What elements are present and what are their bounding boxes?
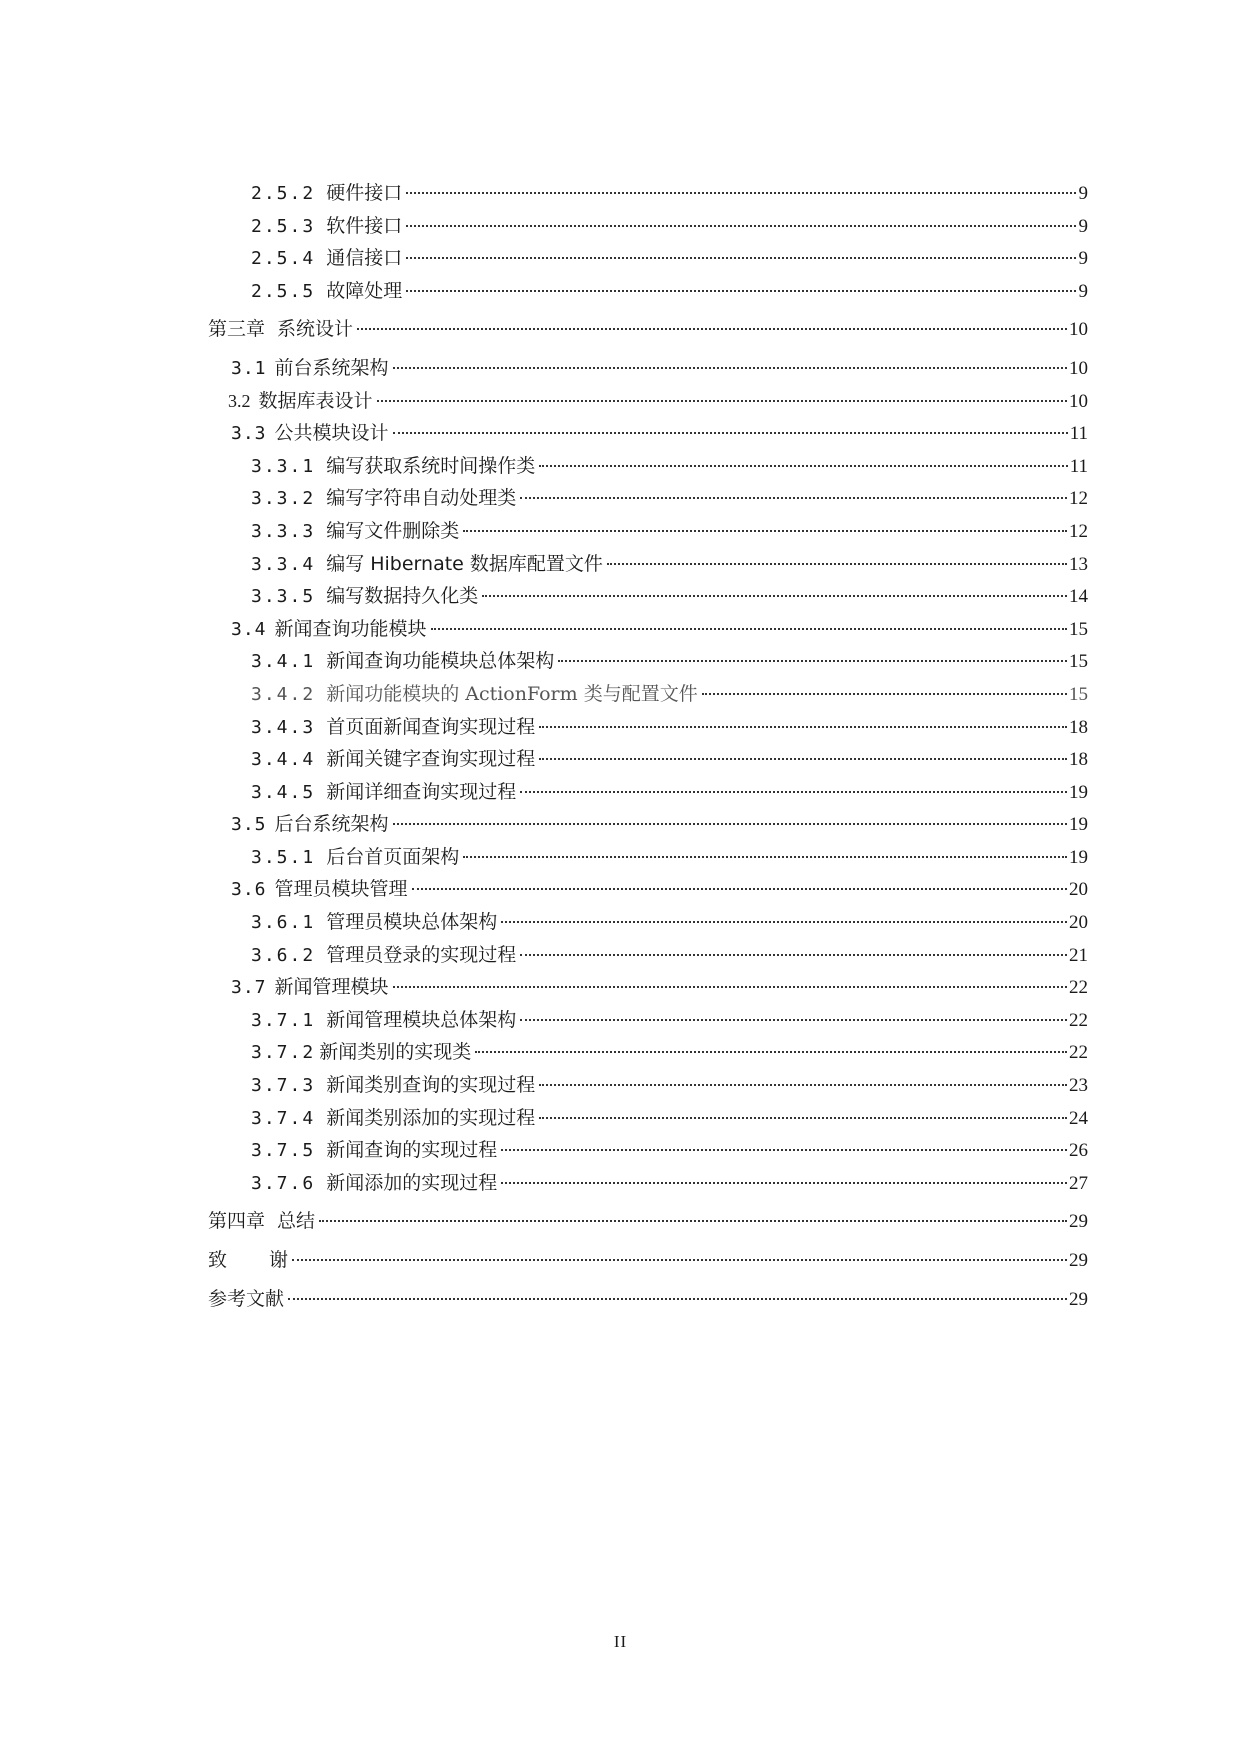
toc-entry-number: 2.5.2 xyxy=(251,183,316,204)
toc-entry[interactable] xyxy=(208,1245,1088,1278)
toc-entry-number: 3.7.6 xyxy=(251,1172,316,1194)
toc-entry-title: 前台系统架构 xyxy=(274,356,389,379)
toc-entry[interactable] xyxy=(208,940,1088,973)
toc-entry-page: 15 xyxy=(1069,618,1088,640)
toc-entry[interactable] xyxy=(208,646,1088,679)
toc-entry[interactable] xyxy=(208,1168,1088,1201)
toc-entry[interactable] xyxy=(208,614,1088,647)
dot-leader xyxy=(412,887,1067,890)
dot-leader xyxy=(520,1018,1067,1021)
toc-entry-page: 18 xyxy=(1069,716,1088,738)
toc-entry-title: 编写数据持久化类 xyxy=(326,585,479,608)
dot-leader xyxy=(539,464,1068,467)
toc-entry-number: 第三章 xyxy=(208,318,266,341)
toc-entry-title: 数据库表设计 xyxy=(258,389,373,412)
toc-entry-page: 14 xyxy=(1069,586,1088,608)
toc-entry-number: 3.4.3 xyxy=(251,716,316,738)
toc-entry[interactable] xyxy=(208,243,1088,276)
toc-entry[interactable] xyxy=(208,516,1088,549)
toc-entry-title: 编写文件删除类 xyxy=(326,519,460,542)
toc-entry[interactable] xyxy=(208,777,1088,810)
toc-entry-page: 22 xyxy=(1069,977,1088,999)
toc-entry[interactable] xyxy=(208,907,1088,940)
toc-entry[interactable] xyxy=(208,451,1088,484)
toc-entry-page: 20 xyxy=(1069,879,1088,901)
dot-leader xyxy=(406,191,1076,194)
toc-entry-number: 3.3.5 xyxy=(251,586,316,608)
toc-entry[interactable] xyxy=(208,386,1088,419)
toc-entry-number: 3.7.4 xyxy=(251,1107,316,1129)
dot-leader xyxy=(406,256,1076,259)
toc-entry-page: 24 xyxy=(1069,1107,1088,1129)
toc-entry-page: 22 xyxy=(1069,1009,1088,1031)
toc-entry[interactable] xyxy=(208,1284,1088,1317)
toc-entry-title: 编写 Hibernate 数据库配置文件 xyxy=(326,552,603,575)
toc-entry[interactable] xyxy=(208,1135,1088,1168)
toc-entry-title: 编写字符串自动处理类 xyxy=(326,487,517,510)
toc-entry[interactable] xyxy=(208,314,1088,347)
toc-entry-number: 3.2 xyxy=(228,390,251,411)
toc-entry-page: 29 xyxy=(1069,1211,1088,1233)
toc-entry[interactable] xyxy=(208,1103,1088,1136)
toc-entry[interactable] xyxy=(208,874,1088,907)
toc-entry-page: 18 xyxy=(1069,749,1088,771)
toc-entry-title: 总结 xyxy=(277,1210,316,1233)
toc-entry-number: 3.3.2 xyxy=(251,488,316,510)
dot-leader xyxy=(539,725,1067,728)
toc-entry-title: 新闻添加的实现过程 xyxy=(326,1171,498,1194)
toc-entry[interactable] xyxy=(208,1070,1088,1103)
toc-entry-number: 致 xyxy=(208,1249,228,1271)
toc-entry-number: 3.3 xyxy=(231,423,267,445)
toc-entry-page: 15 xyxy=(1069,651,1088,673)
toc-entry-page: 12 xyxy=(1069,520,1088,542)
toc-entry-title: 新闻详细查询实现过程 xyxy=(326,780,517,803)
toc-entry-number: 3.4.4 xyxy=(251,749,316,771)
dot-leader xyxy=(319,1219,1067,1222)
toc-entry[interactable] xyxy=(208,178,1088,211)
toc-entry-title: 新闻类别的实现类 xyxy=(319,1041,472,1064)
toc-entry-number: 3.7.3 xyxy=(251,1075,316,1097)
toc-entry-title: 新闻查询的实现过程 xyxy=(326,1139,498,1162)
dot-leader xyxy=(406,289,1076,292)
toc-entry-number: 3.3.3 xyxy=(251,520,316,542)
toc-entry-title: 新闻管理模块 xyxy=(274,976,389,999)
toc-entry[interactable] xyxy=(208,972,1088,1005)
toc-entry-page: 22 xyxy=(1069,1042,1088,1064)
dot-leader xyxy=(431,627,1067,630)
toc-entry-number: 2.5.5 xyxy=(251,280,316,302)
toc-entry-number: 2.5.4 xyxy=(251,248,316,270)
toc-entry-page: 21 xyxy=(1069,944,1088,966)
toc-entry-page: 29 xyxy=(1069,1288,1088,1310)
toc-entry-number: 3.5 xyxy=(231,814,267,836)
toc-entry-title: 新闻功能模块的 ActionForm 类与配置文件 xyxy=(326,682,698,705)
toc-entry-page: 9 xyxy=(1078,215,1088,237)
toc-entry-title: 谢 xyxy=(269,1249,289,1271)
toc-entry-page: 15 xyxy=(1069,683,1088,705)
dot-leader xyxy=(475,1050,1067,1053)
toc-entry-page: 12 xyxy=(1069,488,1088,510)
toc-entry-title: 通信接口 xyxy=(326,247,403,270)
dot-leader xyxy=(520,953,1067,956)
toc-entry[interactable] xyxy=(208,549,1088,582)
toc-entry-number: 3.1 xyxy=(231,357,267,379)
toc-entry[interactable] xyxy=(208,679,1088,712)
toc-entry-number: 3.3.4 xyxy=(251,553,316,575)
toc-entry-title: 故障处理 xyxy=(326,279,403,302)
toc-entry-title: 公共模块设计 xyxy=(274,422,389,445)
dot-leader xyxy=(393,431,1068,434)
dot-leader xyxy=(520,496,1067,499)
toc-entry-number: 3.7.1 xyxy=(251,1009,316,1031)
dot-leader xyxy=(539,1116,1067,1119)
dot-leader xyxy=(539,757,1067,760)
toc-entry[interactable] xyxy=(208,809,1088,842)
toc-entry-title: 后台首页面架构 xyxy=(326,845,460,868)
toc-entry[interactable] xyxy=(208,1005,1088,1038)
dot-leader xyxy=(393,366,1067,369)
toc-entry-page: 20 xyxy=(1069,912,1088,934)
dot-leader xyxy=(520,790,1067,793)
toc-entry-number: 3.6.1 xyxy=(251,912,316,934)
dot-leader xyxy=(463,855,1067,858)
toc-entry[interactable] xyxy=(208,581,1088,614)
toc-entry[interactable] xyxy=(208,712,1088,745)
toc-entry-title: 新闻管理模块总体架构 xyxy=(326,1008,517,1031)
toc-entry-number: 3.4.1 xyxy=(251,651,316,673)
toc-entry-page: 19 xyxy=(1069,781,1088,803)
toc-entry-title: 软件接口 xyxy=(326,214,403,237)
toc-entry-page: 29 xyxy=(1069,1250,1088,1271)
toc-entry[interactable] xyxy=(208,211,1088,244)
toc-entry-title: 参考文献 xyxy=(208,1287,285,1310)
toc-entry-title: 新闻类别查询的实现过程 xyxy=(326,1074,536,1097)
toc-entry-page: 10 xyxy=(1069,319,1088,341)
toc-entry-title: 管理员模块管理 xyxy=(274,878,408,901)
dot-leader xyxy=(501,920,1067,923)
toc-entry-page: 27 xyxy=(1069,1172,1088,1194)
toc-entry-number: 3.7.5 xyxy=(251,1140,316,1162)
toc-entry-page: 9 xyxy=(1078,280,1088,302)
toc-entry-page: 10 xyxy=(1069,357,1088,379)
dot-leader xyxy=(539,1083,1067,1086)
toc-entry-page: 9 xyxy=(1078,183,1088,204)
toc-entry-title: 硬件接口 xyxy=(326,182,403,204)
toc-entry-number: 3.7 xyxy=(231,977,267,999)
toc-entry-page: 11 xyxy=(1069,423,1088,445)
toc-entry[interactable] xyxy=(208,1206,1088,1239)
toc-entry-title: 首页面新闻查询实现过程 xyxy=(326,715,536,738)
toc-entry-title: 后台系统架构 xyxy=(274,813,389,836)
toc-entry-title: 编写获取系统时间操作类 xyxy=(326,454,536,477)
toc-entry-page: 10 xyxy=(1069,390,1088,412)
toc-entry-title: 新闻查询功能模块 xyxy=(274,617,427,640)
dot-leader xyxy=(482,594,1067,597)
dot-leader xyxy=(501,1148,1067,1151)
toc-entry-page: 11 xyxy=(1069,455,1088,477)
dot-leader xyxy=(558,659,1067,662)
toc-entry[interactable] xyxy=(208,276,1088,309)
toc-entry[interactable] xyxy=(208,842,1088,875)
toc-entry-number: 3.4.5 xyxy=(251,781,316,803)
toc-entry-number: 3.6 xyxy=(231,879,267,901)
dot-leader xyxy=(463,529,1067,532)
toc-entry-title: 新闻关键字查询实现过程 xyxy=(326,748,536,771)
toc-entry-number: 3.4 xyxy=(231,618,267,640)
toc-entry-page: 26 xyxy=(1069,1140,1088,1162)
dot-leader xyxy=(702,692,1067,695)
toc-entry-page: 9 xyxy=(1078,248,1088,270)
toc-entry-page: 19 xyxy=(1069,814,1088,836)
toc-entry-page: 13 xyxy=(1069,553,1088,575)
dot-leader xyxy=(393,822,1067,825)
dot-leader xyxy=(288,1297,1067,1300)
toc-entry-title: 新闻查询功能模块总体架构 xyxy=(326,650,555,673)
table-of-contents xyxy=(208,178,1088,1322)
toc-entry-number: 3.4.2 xyxy=(251,683,316,705)
toc-entry-title: 管理员模块总体架构 xyxy=(326,911,498,934)
dot-leader xyxy=(501,1181,1067,1184)
toc-entry[interactable] xyxy=(208,483,1088,516)
toc-entry-number: 第四章 xyxy=(208,1210,266,1233)
dot-leader xyxy=(357,327,1067,330)
toc-entry-number: 3.7.2 xyxy=(251,1042,316,1064)
toc-entry-number: 2.5.3 xyxy=(251,215,316,237)
toc-entry-number: 3.3.1 xyxy=(251,455,316,477)
toc-entry-title: 管理员登录的实现过程 xyxy=(326,943,517,966)
dot-leader xyxy=(406,224,1076,227)
toc-entry[interactable] xyxy=(208,1037,1088,1070)
dot-leader xyxy=(377,399,1067,402)
dot-leader xyxy=(292,1258,1067,1261)
toc-entry-page: 23 xyxy=(1069,1075,1088,1097)
toc-entry-number: 3.5.1 xyxy=(251,846,316,868)
page-number: II xyxy=(613,1632,628,1651)
dot-leader xyxy=(607,562,1067,565)
toc-entry[interactable] xyxy=(208,353,1088,386)
dot-leader xyxy=(393,985,1067,988)
toc-entry-page: 19 xyxy=(1069,846,1088,868)
toc-entry[interactable] xyxy=(208,744,1088,777)
toc-entry[interactable] xyxy=(208,418,1088,451)
toc-entry-number: 3.6.2 xyxy=(251,944,316,966)
toc-entry-title: 系统设计 xyxy=(277,318,354,341)
toc-entry-title: 新闻类别添加的实现过程 xyxy=(326,1106,536,1129)
